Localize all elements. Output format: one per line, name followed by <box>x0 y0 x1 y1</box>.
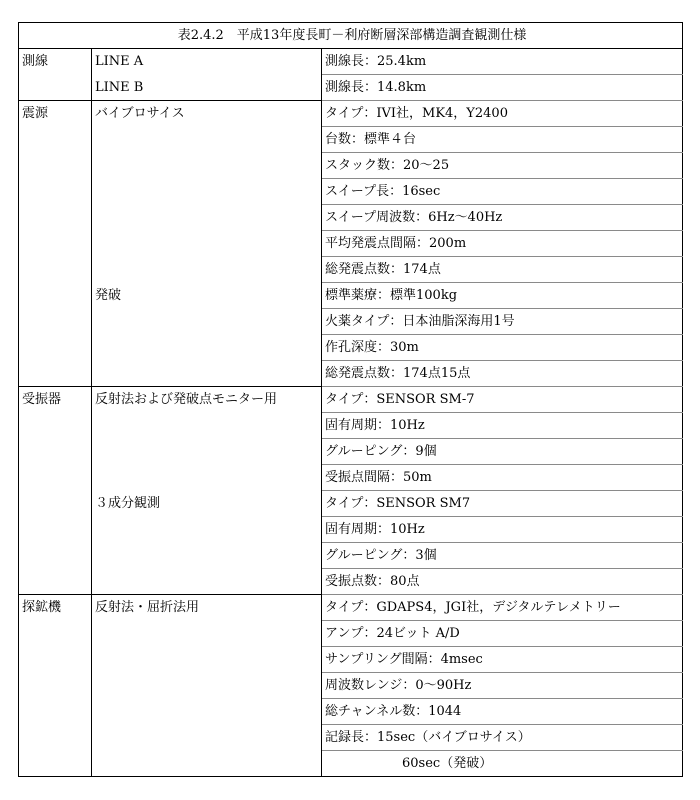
spec-value-cell: 総チャンネル数：1044 <box>322 699 683 725</box>
subcategory-cell: バイブロサイス <box>92 101 322 127</box>
spec-value-cell: 記録長：15sec（バイブロサイス） <box>322 725 683 751</box>
category-cell <box>19 231 92 257</box>
spec-value-cell: アンプ：24ビット A/D <box>322 621 683 647</box>
spec-value-cell: サンプリング間隔：4msec <box>322 647 683 673</box>
table-row <box>19 439 683 465</box>
spec-table-body <box>19 23 683 777</box>
subcategory-cell <box>92 179 322 205</box>
subcategory-cell: 反射法・屈折法用 <box>92 595 322 621</box>
category-cell <box>19 647 92 673</box>
category-cell <box>19 75 92 101</box>
category-cell <box>19 699 92 725</box>
table-row <box>19 101 683 127</box>
spec-table <box>18 22 683 777</box>
subcategory-cell <box>92 127 322 153</box>
subcategory-cell: LINE A <box>92 49 322 75</box>
category-cell: 探鉱機 <box>19 595 92 621</box>
table-row <box>19 595 683 621</box>
category-cell <box>19 439 92 465</box>
table-row <box>19 647 683 673</box>
title-row <box>19 23 683 49</box>
table-title: 表2.4.2 平成13年度長町－利府断層深部構造調査観測仕様 <box>19 23 683 49</box>
subcategory-cell: 反射法および発破点モニター用 <box>92 387 322 413</box>
table-row <box>19 127 683 153</box>
table-row <box>19 257 683 283</box>
subcategory-cell <box>92 309 322 335</box>
category-cell <box>19 179 92 205</box>
subcategory-cell: 発破 <box>92 283 322 309</box>
category-cell <box>19 465 92 491</box>
spec-value-cell: 作孔深度：30m <box>322 335 683 361</box>
spec-value-cell: タイプ：SENSOR SM-7 <box>322 387 683 413</box>
spec-value-cell: 受振点間隔：50m <box>322 465 683 491</box>
subcategory-cell <box>92 517 322 543</box>
spec-value-cell: タイプ：IVI社，MK4，Y2400 <box>322 101 683 127</box>
table-row <box>19 699 683 725</box>
subcategory-cell: LINE B <box>92 75 322 101</box>
table-row <box>19 179 683 205</box>
spec-document <box>18 22 682 777</box>
table-row <box>19 673 683 699</box>
table-row <box>19 517 683 543</box>
table-row <box>19 361 683 387</box>
table-row <box>19 153 683 179</box>
table-row <box>19 465 683 491</box>
category-cell <box>19 517 92 543</box>
spec-value-cell: 測線長：14.8km <box>322 75 683 101</box>
category-cell <box>19 335 92 361</box>
spec-value-cell: 受振点数：80点 <box>322 569 683 595</box>
category-cell <box>19 569 92 595</box>
subcategory-cell: ３成分観測 <box>92 491 322 517</box>
subcategory-cell <box>92 647 322 673</box>
table-row <box>19 569 683 595</box>
subcategory-cell <box>92 335 322 361</box>
table-row <box>19 543 683 569</box>
category-cell <box>19 205 92 231</box>
table-row <box>19 335 683 361</box>
spec-value-cell: 台数：標準４台 <box>322 127 683 153</box>
category-cell <box>19 283 92 309</box>
spec-value-cell: 総発震点数：174点15点 <box>322 361 683 387</box>
spec-value-cell: 測線長：25.4km <box>322 49 683 75</box>
table-row <box>19 49 683 75</box>
category-cell <box>19 543 92 569</box>
table-row <box>19 205 683 231</box>
table-row <box>19 309 683 335</box>
subcategory-cell <box>92 569 322 595</box>
subcategory-cell <box>92 413 322 439</box>
table-row <box>19 387 683 413</box>
subcategory-cell <box>92 439 322 465</box>
spec-value-cell: 標準薬療：標準100kg <box>322 283 683 309</box>
spec-value-cell: スイープ周波数：6Hz～40Hz <box>322 205 683 231</box>
spec-value-cell: 固有周期：10Hz <box>322 517 683 543</box>
spec-value-cell: 平均発震点間隔：200m <box>322 231 683 257</box>
table-row <box>19 725 683 751</box>
subcategory-cell <box>92 205 322 231</box>
subcategory-cell <box>92 153 322 179</box>
subcategory-cell <box>92 543 322 569</box>
category-cell <box>19 751 92 777</box>
subcategory-cell <box>92 725 322 751</box>
table-row <box>19 491 683 517</box>
spec-value-cell: 固有周期：10Hz <box>322 413 683 439</box>
category-cell <box>19 257 92 283</box>
table-row <box>19 75 683 101</box>
spec-value-cell: グルーピング：3個 <box>322 543 683 569</box>
subcategory-cell <box>92 751 322 777</box>
category-cell <box>19 491 92 517</box>
category-cell <box>19 361 92 387</box>
table-row <box>19 751 683 777</box>
spec-value-cell: 総発震点数：174点 <box>322 257 683 283</box>
spec-value-cell: スイープ長：16sec <box>322 179 683 205</box>
table-row <box>19 413 683 439</box>
category-cell <box>19 413 92 439</box>
subcategory-cell <box>92 621 322 647</box>
category-cell: 震源 <box>19 101 92 127</box>
category-cell <box>19 673 92 699</box>
category-cell <box>19 153 92 179</box>
subcategory-cell <box>92 257 322 283</box>
subcategory-cell <box>92 361 322 387</box>
spec-value-cell: 周波数レンジ：0～90Hz <box>322 673 683 699</box>
table-row <box>19 621 683 647</box>
spec-value-cell: スタック数：20～25 <box>322 153 683 179</box>
subcategory-cell <box>92 673 322 699</box>
category-cell: 受振器 <box>19 387 92 413</box>
spec-value-cell: 火薬タイプ：日本油脂深海用1号 <box>322 309 683 335</box>
category-cell: 測線 <box>19 49 92 75</box>
category-cell <box>19 725 92 751</box>
spec-value-cell: タイプ：GDAPS4，JGI社，デジタルテレメトリー <box>322 595 683 621</box>
table-row <box>19 283 683 309</box>
subcategory-cell <box>92 465 322 491</box>
spec-value-cell: グルーピング：9個 <box>322 439 683 465</box>
spec-value-cell: 60sec（発破） <box>322 751 683 777</box>
category-cell <box>19 621 92 647</box>
category-cell <box>19 309 92 335</box>
subcategory-cell <box>92 699 322 725</box>
table-row <box>19 231 683 257</box>
category-cell <box>19 127 92 153</box>
subcategory-cell <box>92 231 322 257</box>
spec-value-cell: タイプ：SENSOR SM7 <box>322 491 683 517</box>
